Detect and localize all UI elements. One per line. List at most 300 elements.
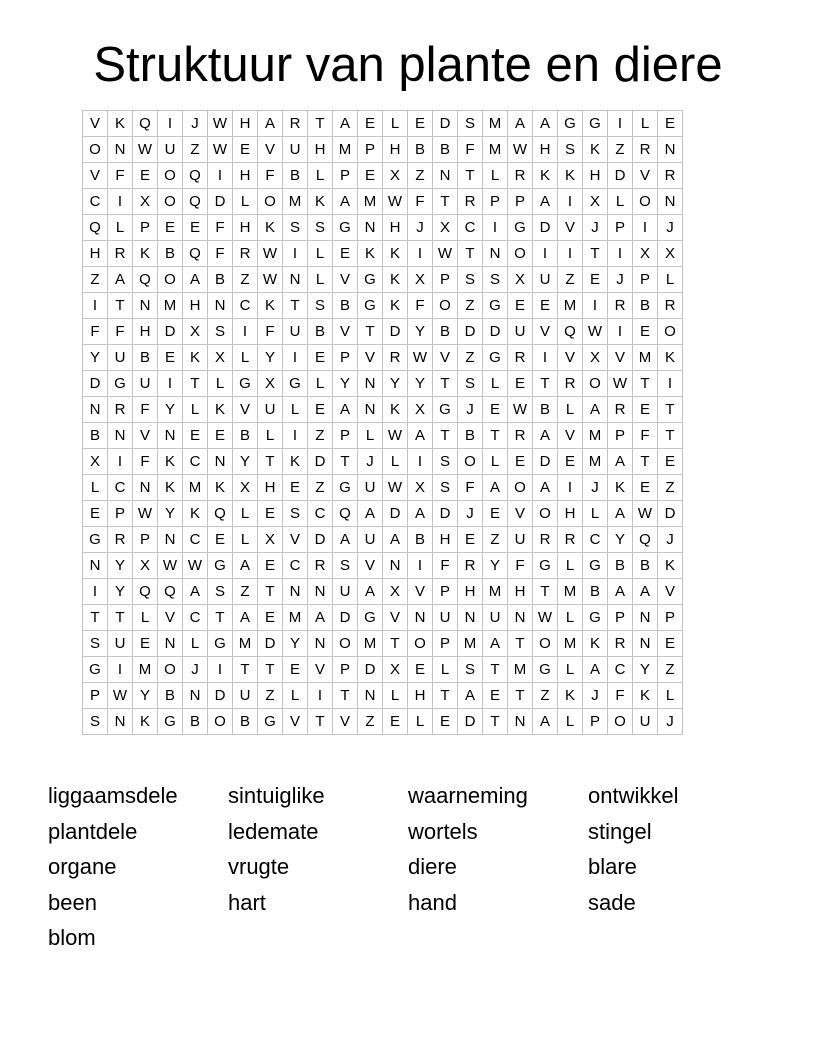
grid-cell: E	[383, 709, 408, 735]
grid-cell: P	[483, 189, 508, 215]
grid-cell: A	[483, 631, 508, 657]
grid-cell: E	[258, 501, 283, 527]
grid-cell: J	[183, 657, 208, 683]
grid-cell: V	[333, 709, 358, 735]
grid-cell: B	[458, 423, 483, 449]
word-list-item: plantdele	[48, 818, 138, 844]
grid-cell: X	[583, 189, 608, 215]
grid-cell: E	[283, 657, 308, 683]
grid-row	[83, 241, 683, 267]
grid-cell: T	[508, 683, 533, 709]
grid-cell: B	[633, 293, 658, 319]
grid-cell: A	[533, 189, 558, 215]
grid-cell: D	[308, 527, 333, 553]
grid-cell: T	[633, 371, 658, 397]
grid-cell: V	[558, 423, 583, 449]
grid-cell: S	[208, 319, 233, 345]
grid-cell: K	[383, 267, 408, 293]
grid-cell: A	[533, 111, 558, 137]
word-list-item: sintuiglike	[228, 783, 325, 808]
grid-cell: M	[183, 475, 208, 501]
grid-cell: Z	[458, 293, 483, 319]
grid-cell: P	[433, 579, 458, 605]
grid-cell: N	[383, 553, 408, 579]
grid-cell: G	[83, 527, 108, 553]
grid-cell: B	[608, 553, 633, 579]
grid-cell: F	[433, 553, 458, 579]
grid-cell: A	[358, 579, 383, 605]
grid-cell: V	[83, 111, 108, 137]
grid-cell: R	[383, 345, 408, 371]
grid-cell: J	[458, 397, 483, 423]
grid-cell: M	[583, 423, 608, 449]
grid-cell: N	[483, 241, 508, 267]
grid-cell: Y	[158, 501, 183, 527]
grid-cell: B	[408, 137, 433, 163]
grid-row	[83, 319, 683, 345]
grid-cell: T	[108, 293, 133, 319]
grid-cell: A	[533, 475, 558, 501]
word-list	[48, 778, 768, 956]
grid-cell: A	[233, 553, 258, 579]
grid-cell: T	[458, 163, 483, 189]
grid-cell: A	[333, 527, 358, 553]
grid-cell: U	[333, 579, 358, 605]
grid-cell: O	[508, 475, 533, 501]
grid-cell: N	[283, 267, 308, 293]
grid-cell: K	[283, 449, 308, 475]
grid-cell: S	[208, 579, 233, 605]
grid-cell: K	[183, 501, 208, 527]
grid-cell: H	[258, 475, 283, 501]
grid-cell: Z	[658, 657, 683, 683]
grid-cell: B	[533, 397, 558, 423]
word-list-item: liggaamsdele	[48, 783, 178, 808]
grid-cell: L	[83, 475, 108, 501]
grid-cell: Y	[408, 319, 433, 345]
grid-cell: E	[358, 163, 383, 189]
grid-cell: I	[283, 241, 308, 267]
grid-cell: U	[158, 137, 183, 163]
grid-cell: A	[183, 267, 208, 293]
grid-cell: U	[133, 371, 158, 397]
grid-cell: B	[183, 709, 208, 735]
grid-cell: X	[133, 553, 158, 579]
grid-cell: C	[183, 527, 208, 553]
grid-cell: T	[483, 657, 508, 683]
grid-cell: V	[533, 319, 558, 345]
grid-row	[83, 631, 683, 657]
grid-cell: L	[558, 657, 583, 683]
word-list-item: blom	[48, 925, 96, 950]
grid-cell: M	[333, 137, 358, 163]
grid-cell: W	[583, 319, 608, 345]
grid-cell: E	[258, 605, 283, 631]
grid-cell: K	[608, 475, 633, 501]
grid-cell: O	[433, 293, 458, 319]
grid-cell: H	[83, 241, 108, 267]
grid-cell: O	[658, 319, 683, 345]
grid-cell: Q	[133, 579, 158, 605]
grid-cell: S	[308, 293, 333, 319]
grid-cell: H	[233, 163, 258, 189]
grid-cell: T	[433, 371, 458, 397]
grid-cell: P	[358, 137, 383, 163]
grid-cell: L	[433, 657, 458, 683]
grid-cell: G	[158, 709, 183, 735]
grid-cell: T	[508, 631, 533, 657]
grid-cell: S	[458, 267, 483, 293]
grid-cell: G	[358, 267, 383, 293]
grid-cell: N	[358, 683, 383, 709]
grid-cell: L	[233, 501, 258, 527]
grid-cell: G	[233, 371, 258, 397]
grid-cell: U	[283, 319, 308, 345]
grid-cell: I	[108, 657, 133, 683]
grid-cell: B	[308, 319, 333, 345]
grid-cell: L	[258, 423, 283, 449]
grid-cell: N	[283, 579, 308, 605]
grid-cell: E	[658, 631, 683, 657]
grid-cell: M	[558, 631, 583, 657]
grid-cell: C	[283, 553, 308, 579]
grid-cell: N	[183, 683, 208, 709]
grid-cell: G	[508, 215, 533, 241]
grid-cell: K	[558, 683, 583, 709]
grid-cell: D	[308, 449, 333, 475]
grid-cell: D	[258, 631, 283, 657]
grid-cell: P	[108, 501, 133, 527]
grid-cell: T	[308, 709, 333, 735]
grid-cell: N	[308, 631, 333, 657]
grid-cell: E	[208, 527, 233, 553]
grid-cell: E	[483, 397, 508, 423]
grid-cell: L	[558, 709, 583, 735]
grid-cell: U	[483, 605, 508, 631]
grid-cell: E	[458, 527, 483, 553]
grid-cell: F	[258, 319, 283, 345]
grid-cell: I	[408, 553, 433, 579]
grid-cell: I	[483, 215, 508, 241]
grid-cell: K	[158, 449, 183, 475]
grid-cell: T	[83, 605, 108, 631]
grid-cell: F	[208, 215, 233, 241]
grid-cell: X	[408, 397, 433, 423]
grid-cell: P	[583, 709, 608, 735]
grid-cell: B	[433, 319, 458, 345]
grid-cell: I	[83, 579, 108, 605]
grid-cell: U	[508, 319, 533, 345]
grid-cell: D	[333, 605, 358, 631]
grid-cell: R	[658, 293, 683, 319]
grid-cell: H	[308, 137, 333, 163]
grid-cell: F	[508, 553, 533, 579]
word-list-item: waarneming	[408, 783, 528, 808]
grid-cell: T	[583, 241, 608, 267]
grid-cell: D	[383, 501, 408, 527]
grid-cell: I	[558, 189, 583, 215]
grid-cell: O	[158, 189, 183, 215]
grid-cell: Y	[408, 371, 433, 397]
grid-cell: V	[308, 657, 333, 683]
grid-cell: R	[233, 241, 258, 267]
grid-cell: O	[583, 371, 608, 397]
grid-cell: N	[658, 189, 683, 215]
grid-cell: V	[658, 579, 683, 605]
grid-cell: R	[533, 527, 558, 553]
grid-cell: A	[233, 605, 258, 631]
grid-cell: D	[433, 501, 458, 527]
grid-cell: N	[108, 137, 133, 163]
grid-cell: A	[108, 267, 133, 293]
grid-cell: F	[83, 319, 108, 345]
grid-cell: S	[83, 709, 108, 735]
grid-cell: V	[358, 553, 383, 579]
grid-row	[83, 137, 683, 163]
grid-cell: B	[283, 163, 308, 189]
grid-cell: T	[458, 241, 483, 267]
grid-cell: G	[333, 475, 358, 501]
grid-cell: L	[233, 527, 258, 553]
grid-cell: W	[183, 553, 208, 579]
grid-cell: S	[483, 267, 508, 293]
grid-cell: R	[108, 241, 133, 267]
grid-cell: E	[233, 137, 258, 163]
grid-cell: E	[558, 449, 583, 475]
grid-cell: J	[183, 111, 208, 137]
grid-cell: V	[283, 527, 308, 553]
grid-cell: K	[558, 163, 583, 189]
grid-cell: L	[208, 371, 233, 397]
grid-cell: R	[608, 293, 633, 319]
grid-cell: M	[158, 293, 183, 319]
grid-cell: T	[333, 683, 358, 709]
grid-cell: E	[433, 709, 458, 735]
grid-cell: W	[533, 605, 558, 631]
grid-cell: A	[608, 579, 633, 605]
grid-cell: B	[333, 293, 358, 319]
grid-cell: A	[533, 423, 558, 449]
grid-cell: S	[333, 553, 358, 579]
grid-cell: Y	[133, 683, 158, 709]
grid-cell: K	[383, 397, 408, 423]
grid-cell: H	[433, 527, 458, 553]
grid-cell: T	[283, 293, 308, 319]
grid-cell: T	[333, 449, 358, 475]
grid-cell: Z	[483, 527, 508, 553]
grid-cell: L	[133, 605, 158, 631]
grid-cell: G	[258, 709, 283, 735]
grid-cell: W	[608, 371, 633, 397]
grid-cell: R	[558, 527, 583, 553]
grid-cell: U	[283, 137, 308, 163]
grid-cell: W	[383, 475, 408, 501]
grid-cell: V	[258, 137, 283, 163]
grid-cell: M	[508, 657, 533, 683]
grid-cell: L	[558, 605, 583, 631]
grid-cell: X	[383, 579, 408, 605]
grid-cell: H	[383, 215, 408, 241]
word-search-grid	[82, 110, 683, 735]
grid-cell: W	[133, 137, 158, 163]
grid-cell: C	[183, 605, 208, 631]
grid-cell: C	[308, 501, 333, 527]
grid-cell: J	[608, 267, 633, 293]
grid-cell: T	[383, 631, 408, 657]
grid-cell: Z	[558, 267, 583, 293]
grid-cell: N	[83, 553, 108, 579]
grid-cell: V	[633, 163, 658, 189]
grid-cell: I	[533, 345, 558, 371]
grid-cell: P	[133, 215, 158, 241]
grid-cell: E	[408, 111, 433, 137]
grid-cell: R	[458, 189, 483, 215]
grid-row	[83, 189, 683, 215]
grid-cell: I	[633, 215, 658, 241]
grid-cell: S	[308, 215, 333, 241]
grid-cell: P	[608, 605, 633, 631]
grid-cell: F	[608, 683, 633, 709]
grid-cell: I	[408, 449, 433, 475]
grid-cell: V	[558, 215, 583, 241]
grid-cell: M	[133, 657, 158, 683]
grid-cell: X	[208, 345, 233, 371]
grid-cell: P	[333, 345, 358, 371]
grid-cell: N	[108, 423, 133, 449]
grid-cell: Z	[358, 709, 383, 735]
grid-cell: K	[383, 241, 408, 267]
grid-row	[83, 163, 683, 189]
word-list-item: hart	[228, 889, 266, 915]
grid-cell: B	[208, 267, 233, 293]
grid-cell: P	[333, 423, 358, 449]
grid-cell: U	[108, 345, 133, 371]
grid-cell: Y	[633, 657, 658, 683]
grid-cell: W	[633, 501, 658, 527]
grid-cell: E	[658, 449, 683, 475]
grid-cell: L	[558, 553, 583, 579]
grid-cell: A	[333, 111, 358, 137]
grid-cell: U	[258, 397, 283, 423]
grid-cell: M	[233, 631, 258, 657]
grid-cell: K	[583, 631, 608, 657]
grid-cell: T	[258, 449, 283, 475]
grid-cell: D	[158, 319, 183, 345]
grid-cell: W	[383, 189, 408, 215]
grid-cell: A	[608, 449, 633, 475]
grid-cell: I	[658, 371, 683, 397]
grid-cell: V	[408, 579, 433, 605]
grid-row	[83, 553, 683, 579]
grid-cell: I	[533, 241, 558, 267]
grid-cell: V	[433, 345, 458, 371]
grid-cell: N	[458, 605, 483, 631]
grid-cell: P	[433, 631, 458, 657]
grid-cell: N	[358, 371, 383, 397]
grid-cell: D	[533, 449, 558, 475]
grid-cell: Q	[633, 527, 658, 553]
grid-cell: S	[458, 657, 483, 683]
grid-cell: X	[408, 475, 433, 501]
grid-cell: H	[408, 683, 433, 709]
grid-cell: A	[633, 579, 658, 605]
grid-cell: F	[633, 423, 658, 449]
grid-cell: N	[433, 163, 458, 189]
grid-cell: X	[83, 449, 108, 475]
grid-cell: N	[83, 397, 108, 423]
grid-row	[83, 111, 683, 137]
grid-cell: Y	[383, 371, 408, 397]
grid-cell: B	[433, 137, 458, 163]
grid-cell: Z	[658, 475, 683, 501]
grid-cell: E	[658, 111, 683, 137]
grid-cell: K	[258, 293, 283, 319]
grid-cell: G	[208, 553, 233, 579]
grid-cell: K	[133, 709, 158, 735]
grid-cell: O	[408, 631, 433, 657]
grid-cell: O	[258, 189, 283, 215]
grid-cell: P	[433, 267, 458, 293]
grid-cell: W	[133, 501, 158, 527]
grid-cell: Z	[233, 579, 258, 605]
grid-cell: O	[533, 631, 558, 657]
grid-cell: M	[458, 631, 483, 657]
grid-cell: L	[383, 449, 408, 475]
grid-cell: Z	[83, 267, 108, 293]
grid-row	[83, 215, 683, 241]
grid-cell: C	[233, 293, 258, 319]
grid-cell: G	[333, 215, 358, 241]
grid-cell: Z	[183, 137, 208, 163]
grid-cell: L	[633, 111, 658, 137]
word-list-item: diere	[408, 854, 457, 879]
grid-cell: Q	[133, 111, 158, 137]
grid-cell: M	[283, 189, 308, 215]
grid-row	[83, 579, 683, 605]
grid-cell: I	[283, 345, 308, 371]
grid-cell: N	[208, 449, 233, 475]
grid-cell: V	[83, 163, 108, 189]
grid-cell: P	[133, 527, 158, 553]
grid-cell: V	[233, 397, 258, 423]
grid-cell: A	[358, 501, 383, 527]
grid-cell: N	[308, 579, 333, 605]
grid-cell: E	[633, 397, 658, 423]
grid-cell: T	[183, 371, 208, 397]
grid-cell: W	[208, 111, 233, 137]
grid-row	[83, 657, 683, 683]
grid-cell: E	[183, 215, 208, 241]
grid-cell: G	[108, 371, 133, 397]
grid-cell: U	[233, 683, 258, 709]
grid-cell: G	[533, 657, 558, 683]
grid-cell: H	[383, 137, 408, 163]
grid-cell: K	[358, 241, 383, 267]
grid-cell: T	[258, 657, 283, 683]
grid-cell: T	[658, 397, 683, 423]
grid-cell: F	[458, 137, 483, 163]
grid-cell: H	[558, 501, 583, 527]
grid-cell: K	[633, 683, 658, 709]
grid-cell: L	[358, 423, 383, 449]
grid-cell: Y	[108, 579, 133, 605]
grid-cell: W	[433, 241, 458, 267]
grid-cell: F	[258, 163, 283, 189]
grid-cell: L	[308, 371, 333, 397]
grid-cell: E	[83, 501, 108, 527]
grid-cell: B	[133, 345, 158, 371]
grid-cell: Y	[483, 553, 508, 579]
